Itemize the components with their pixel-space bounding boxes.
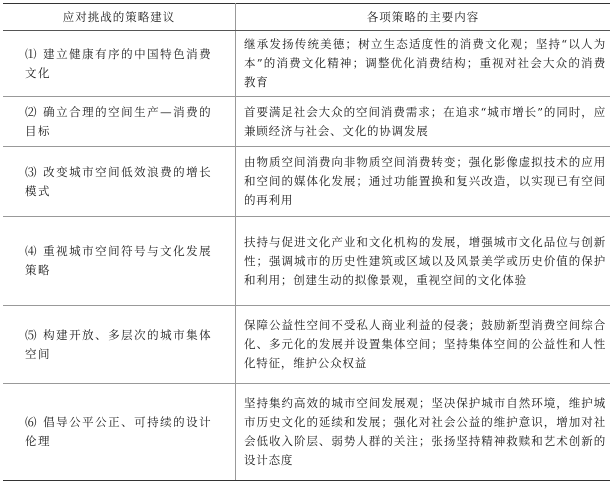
strategy-cell: ⑴ 建立健康有序的中国特色消费文化 bbox=[3, 31, 236, 97]
table-row bbox=[3, 384, 610, 481]
table-row bbox=[3, 31, 610, 97]
strategy-cell: ⑹ 倡导公平公正、可持续的设计伦理 bbox=[3, 384, 236, 481]
strategy-table-container bbox=[3, 3, 610, 481]
content-cell: 坚持集约高效的城市空间发展观；坚决保护城市自然环境，维护城市历史文化的延续和发展；强化对社会公益的维护意识，增加对社会低收入阶层、弱势人群的关注；张扬坚持精神救赎和艺术创新的设计态度 bbox=[236, 384, 611, 481]
table-row bbox=[3, 217, 610, 306]
content-cell: 由物质空间消费向非物质空间消费转变；强化影像虚拟技术的应用和空间的媒体化发展；通过功能置换和复兴改造，以实现已有空间的再利用 bbox=[236, 147, 611, 217]
header-strategy: 应对挑战的策略建议 bbox=[3, 4, 236, 31]
table-row bbox=[3, 147, 610, 217]
content-cell: 首要满足社会大众的空间消费需求；在追求“城市增长”的同时，应兼顾经济与社会、文化的协调发展 bbox=[236, 97, 611, 147]
strategy-cell: ⑷ 重视城市空间符号与文化发展策略 bbox=[3, 217, 236, 306]
strategy-cell: ⑸ 构建开放、多层次的城市集体空间 bbox=[3, 306, 236, 384]
content-cell: 保障公益性空间不受私人商业利益的侵袭；鼓励新型消费空间综合化、多元化的发展并设置集体空间；坚持集体空间的公益性和人性化特征，维护公众权益 bbox=[236, 306, 611, 384]
strategy-table bbox=[3, 3, 610, 481]
table-header bbox=[3, 4, 610, 31]
content-cell: 扶持与促进文化产业和文化机构的发展，增强城市文化品位与创新性；强调城市的历史性建筑或区域以及风景美学或历史价值的保护和利用；创建生动的拟像景观，重视空间的文化体验 bbox=[236, 217, 611, 306]
header-row bbox=[3, 4, 610, 31]
strategy-cell: ⑶ 改变城市空间低效浪费的增长模式 bbox=[3, 147, 236, 217]
table-body bbox=[3, 31, 610, 481]
header-content: 各项策略的主要内容 bbox=[236, 4, 611, 31]
content-cell: 继承发扬传统美德；树立生态适度性的消费文化观；坚持“以人为本”的消费文化精神；调整优化消费结构；重视对社会大众的消费教育 bbox=[236, 31, 611, 97]
table-row bbox=[3, 306, 610, 384]
strategy-cell: ⑵ 确立合理的空间生产—消费的目标 bbox=[3, 97, 236, 147]
table-row bbox=[3, 97, 610, 147]
